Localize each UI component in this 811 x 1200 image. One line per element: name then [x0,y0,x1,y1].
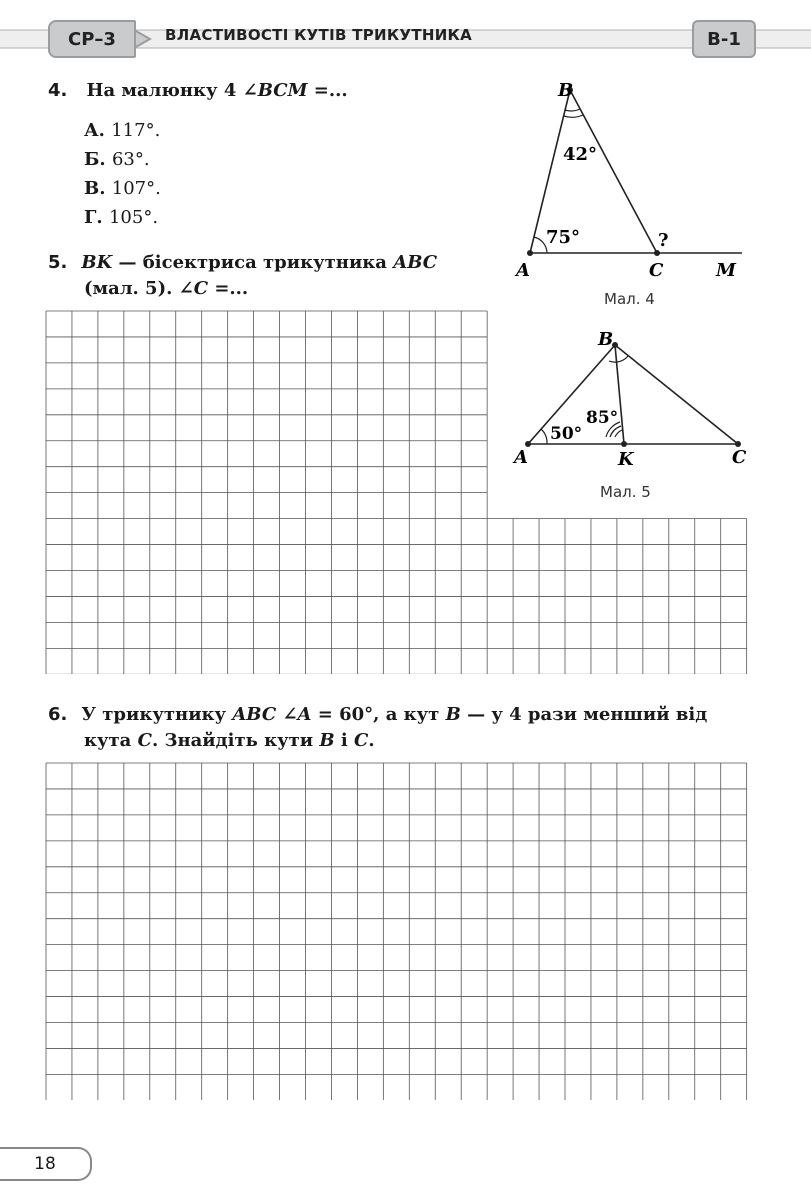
question-6 [48,704,758,751]
fig4-caption: Мал. 4 [604,290,655,308]
fig5-angle-k: 85° [586,408,619,428]
fig5-label-k: K [618,449,634,470]
fig4-label-a: A [516,260,530,281]
fig4-label-m: M [716,260,736,281]
question-5 [48,252,490,299]
question-text: На малюнку 4 ∠BCM =... [86,80,348,101]
fig5-label-a: A [514,447,528,468]
fig5-label-c: C [732,447,747,468]
question-text-line1: BK — бісектриса трикутника ABC [81,252,438,273]
question-text-line1: У трикутнику ABC ∠A = 60°, а кут B — у 4 рази менший від [81,704,708,725]
option-a[interactable]: А. 117°. [84,120,161,141]
option-b[interactable]: Б. 63°. [84,149,150,170]
answer-grid-q6[interactable] [45,762,758,1100]
fig4-label-b: B [558,80,574,101]
variant-badge: В-1 [692,20,756,58]
section-badge: СР–3 [48,20,136,58]
option-d[interactable]: Г. 105°. [84,207,159,228]
fig5-angle-a: 50° [550,424,583,444]
option-c[interactable]: В. 107°. [84,178,161,199]
question-4 [48,80,348,101]
fig5-label-b: B [598,329,614,350]
question-number: 6. [48,704,68,725]
question-number: 4. [48,80,68,101]
fig4-angle-a: 75° [546,227,581,248]
page-title: ВЛАСТИВОСТІ КУТІВ ТРИКУТНИКА [165,26,473,44]
answer-grid-q5[interactable] [45,310,758,674]
fig5-caption: Мал. 5 [600,483,651,501]
fig4-angle-b: 42° [563,144,598,165]
question-number: 5. [48,252,68,273]
fig4-label-c: C [649,260,664,281]
fig4-angle-unknown: ? [658,230,669,251]
question-text-line2: (мал. 5). ∠C =... [84,278,249,299]
question-text-line2: кута C. Знайдіть кути B і C. [84,730,375,751]
page-number: 18 [0,1147,92,1181]
answer-options [84,116,161,232]
figure-4 [510,80,760,315]
